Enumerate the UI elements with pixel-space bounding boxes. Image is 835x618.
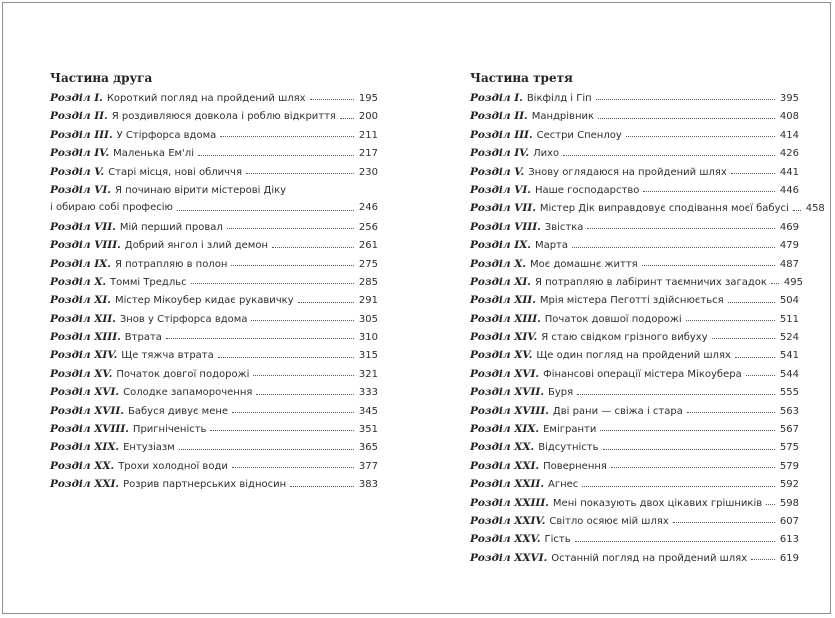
toc-entry — [470, 236, 799, 254]
chapter-label: Розділ IV. — [50, 147, 110, 160]
page-number: 200 — [358, 111, 378, 123]
toc-entry — [470, 181, 799, 199]
page-number: 487 — [779, 258, 799, 270]
toc-entry — [50, 310, 378, 328]
dot-leader — [575, 541, 775, 542]
chapter-title: Мій перший провал — [119, 221, 223, 233]
chapter-title: Я стаю свідком грізного вибуху — [541, 332, 708, 344]
dot-leader — [166, 338, 354, 339]
page-number: 458 — [805, 203, 825, 215]
page-number: 598 — [779, 497, 799, 509]
toc-entry — [470, 163, 799, 181]
chapter-title: Добрий янгол і злий демон — [124, 240, 269, 252]
chapter-label: Розділ I. — [470, 92, 523, 104]
dot-leader — [603, 449, 775, 450]
chapter-label: Розділ II. — [470, 110, 528, 123]
dot-leader — [220, 136, 354, 137]
dot-leader — [253, 375, 354, 376]
toc-entry — [50, 163, 378, 181]
page-number: 555 — [779, 387, 799, 399]
toc-entry — [50, 199, 378, 217]
chapter-title: Фінансові операції містера Мікоубера — [543, 368, 742, 380]
chapter-label: Розділ VIII. — [470, 220, 541, 233]
dot-leader — [771, 283, 779, 284]
chapter-label: Розділ VII. — [50, 220, 116, 233]
chapter-label: Розділ VIII. — [50, 239, 121, 252]
dot-leader — [712, 338, 775, 339]
toc-entry — [50, 383, 378, 401]
toc-entry — [50, 181, 378, 199]
chapter-title: Я роздивляюся довкола і роблю відкриття — [111, 111, 336, 123]
toc-entry — [470, 457, 799, 475]
toc-entry — [470, 273, 803, 291]
chapter-label: Розділ IV. — [470, 147, 530, 160]
chapter-title: Ще один погляд на пройдений шлях — [536, 350, 731, 362]
dot-leader — [272, 247, 354, 248]
toc-entry — [470, 420, 799, 438]
toc-entry — [50, 107, 378, 125]
page-number: 579 — [779, 460, 799, 472]
toc-entry — [50, 402, 378, 420]
toc-entry — [470, 328, 799, 346]
page-number: 211 — [358, 129, 378, 141]
chapter-label: Розділ XXIV. — [470, 514, 546, 527]
page-number: 567 — [779, 424, 799, 436]
toc-entry — [470, 255, 799, 273]
toc-entry — [470, 383, 799, 401]
chapter-label: Розділ VI. — [50, 183, 111, 196]
page-frame — [2, 2, 831, 614]
chapter-label: Розділ X. — [50, 275, 107, 288]
dot-leader — [611, 467, 775, 468]
dot-leader — [598, 118, 775, 119]
page-number: 195 — [358, 93, 378, 104]
chapter-title: і обираю собі професію — [50, 202, 173, 214]
chapter-label: Розділ XVII. — [50, 404, 125, 417]
page-number: 333 — [358, 387, 378, 399]
toc-entry — [470, 144, 799, 162]
part-three-title: Частина третя — [470, 71, 573, 85]
dot-leader — [735, 357, 775, 358]
chapter-label: Розділ XXVI. — [470, 551, 548, 564]
toc-entry — [50, 255, 378, 273]
toc-entry — [50, 144, 378, 162]
chapter-title: Маленька Ем'лі — [113, 148, 194, 160]
chapter-title: Втрата — [124, 332, 162, 344]
chapter-label: Розділ XVII. — [470, 386, 545, 399]
page-number: 479 — [779, 240, 799, 252]
page-number: 426 — [779, 148, 799, 160]
page-number: 275 — [358, 258, 378, 270]
page-number: 613 — [779, 534, 799, 546]
chapter-title: Мені показують двох цікавих грішників — [552, 497, 763, 509]
page-number: 446 — [779, 184, 799, 196]
page-number: 377 — [358, 460, 378, 472]
page-number: 315 — [358, 350, 378, 362]
chapter-label: Розділ XIII. — [50, 331, 121, 344]
chapter-label: Розділ XIX. — [470, 423, 540, 436]
chapter-label: Розділ XII. — [470, 294, 536, 307]
chapter-label: Розділ XXV. — [470, 533, 541, 546]
page-number: 365 — [358, 442, 378, 454]
chapter-label: Розділ XI. — [470, 275, 531, 288]
dot-leader — [596, 99, 775, 100]
chapter-title: Початок довшої подорожі — [544, 313, 682, 325]
page-number: 541 — [779, 350, 799, 362]
chapter-label: Розділ XVI. — [470, 367, 540, 380]
page-number: 504 — [779, 295, 799, 307]
chapter-title: Я потрапляю в лабіринт таємничих загадок — [534, 276, 767, 288]
chapter-title: Лихо — [533, 148, 560, 160]
toc-entry — [470, 89, 799, 107]
toc-entry — [470, 530, 799, 548]
dot-leader — [572, 247, 775, 248]
chapter-label: Розділ XXII. — [470, 478, 545, 491]
toc-entry — [470, 346, 799, 364]
dot-leader — [251, 320, 354, 321]
toc-entry — [470, 365, 799, 383]
chapter-title: Наше господарство — [534, 184, 640, 196]
dot-leader — [256, 394, 354, 395]
chapter-title: Сестри Спенлоу — [536, 129, 622, 141]
chapter-title: Пригніченість — [132, 424, 207, 436]
chapter-label: Розділ III. — [50, 128, 113, 141]
dot-leader — [626, 136, 775, 137]
chapter-label: Розділ XV. — [50, 367, 113, 380]
toc-entry — [50, 475, 378, 493]
dot-leader — [587, 228, 775, 229]
toc-entry — [470, 218, 799, 236]
chapter-title: Ще тяжча втрата — [121, 350, 214, 362]
page-number: 414 — [779, 129, 799, 141]
page-number: 291 — [358, 295, 378, 307]
chapter-label: Розділ IX. — [50, 257, 111, 270]
toc-entry — [470, 512, 799, 530]
toc-entry — [50, 273, 378, 291]
dot-leader — [563, 155, 775, 156]
dot-leader — [687, 412, 775, 413]
chapter-label: Розділ VI. — [470, 183, 531, 196]
page-number: 261 — [358, 240, 378, 252]
chapter-label: Розділ VII. — [470, 202, 536, 215]
dot-leader — [793, 210, 801, 211]
chapter-title: Ентузіазм — [123, 442, 175, 454]
chapter-title: Світло осяює мій шлях — [549, 515, 669, 527]
chapter-label: Розділ XVIII. — [470, 404, 549, 417]
chapter-title: Містер Мікоубер кидає рукавичку — [114, 295, 294, 307]
page-number: 469 — [779, 221, 799, 233]
chapter-title: Останній погляд на пройдений шлях — [551, 552, 748, 564]
page-number: 495 — [783, 276, 803, 288]
toc-column-part-three — [470, 70, 825, 567]
toc-column-part-two — [50, 70, 378, 494]
toc-entry — [50, 457, 378, 475]
page-number: 544 — [779, 368, 799, 380]
dot-leader — [746, 375, 775, 376]
page-number: 619 — [779, 552, 799, 564]
dot-leader — [577, 394, 775, 395]
chapter-title: Гість — [544, 534, 571, 546]
dot-leader — [232, 412, 354, 413]
chapter-title: У Стірфорса вдома — [116, 129, 217, 141]
toc-entry — [470, 549, 799, 567]
dot-leader — [340, 118, 354, 119]
page-number: 441 — [779, 166, 799, 178]
dot-leader — [600, 430, 775, 431]
page-number: 285 — [358, 276, 378, 288]
chapter-title: Розрив партнерських відносин — [123, 479, 287, 491]
chapter-title: Старі місця, нові обличчя — [108, 166, 242, 178]
page-number: 408 — [779, 111, 799, 123]
page-number: 305 — [358, 313, 378, 325]
page-number: 321 — [358, 368, 378, 380]
toc-entry — [50, 365, 378, 383]
toc-entry — [50, 438, 378, 456]
page-number: 383 — [358, 479, 378, 491]
chapter-label: Розділ II. — [50, 110, 108, 123]
toc-entry — [50, 126, 378, 144]
toc-entry — [470, 199, 825, 217]
toc-entry — [50, 89, 378, 107]
chapter-title: Дві рани — свіжа і стара — [552, 405, 683, 417]
page-number: 345 — [358, 405, 378, 417]
chapter-title: Мрія містера Пеготті здійснюється — [539, 295, 724, 307]
dot-leader — [751, 559, 775, 560]
dot-leader — [232, 467, 354, 468]
dot-leader — [582, 486, 775, 487]
dot-leader — [246, 173, 354, 174]
dot-leader — [290, 486, 354, 487]
dot-leader — [728, 302, 775, 303]
page-number: 511 — [779, 313, 799, 325]
chapter-label: Розділ XII. — [50, 312, 116, 325]
chapter-label: Розділ X. — [470, 257, 527, 270]
chapter-title: Вікфілд і Гіп — [526, 93, 592, 104]
page-number: 217 — [358, 148, 378, 160]
chapter-label: Розділ XIV. — [50, 349, 118, 362]
chapter-label: Розділ XVI. — [50, 386, 120, 399]
chapter-label: Розділ XIV. — [470, 331, 538, 344]
dot-leader — [191, 283, 354, 284]
chapter-label: Розділ XIX. — [50, 441, 120, 454]
page-number: 230 — [358, 166, 378, 178]
chapter-label: Розділ XXIII. — [470, 496, 549, 509]
toc-entry — [470, 126, 799, 144]
chapter-title: Повернення — [543, 460, 607, 472]
page-number: 246 — [358, 202, 378, 214]
chapter-title: Відсутність — [538, 442, 599, 454]
page-number: 524 — [779, 332, 799, 344]
toc-entry — [50, 218, 378, 236]
toc-entry — [470, 475, 799, 493]
part-two-title: Частина друга — [50, 71, 153, 85]
chapter-title: Містер Дік виправдовує сподівання моєї бабусі — [539, 203, 789, 215]
chapter-title: Початок довгої подорожі — [116, 368, 250, 380]
dot-leader — [231, 265, 354, 266]
chapter-title: Я починаю вірити містерові Діку — [114, 184, 287, 196]
dot-leader — [731, 173, 775, 174]
page-number: 256 — [358, 221, 378, 233]
dot-leader — [673, 522, 775, 523]
chapter-label: Розділ XX. — [470, 441, 535, 454]
chapter-title: Звістка — [544, 221, 584, 233]
toc-list-part-three — [470, 89, 825, 567]
page-number: 395 — [779, 93, 799, 104]
page-number: 563 — [779, 405, 799, 417]
chapter-title: Трохи холодної води — [118, 460, 228, 472]
dot-leader — [766, 504, 775, 505]
chapter-title: Знову оглядаюся на пройдений шлях — [528, 166, 727, 178]
chapter-title: Емігранти — [543, 424, 597, 436]
dot-leader — [218, 357, 354, 358]
dot-leader — [177, 210, 354, 211]
toc-entry — [470, 402, 799, 420]
chapter-title: Я потрапляю в полон — [114, 258, 228, 270]
dot-leader — [298, 302, 354, 303]
toc-entry — [50, 236, 378, 254]
chapter-label: Розділ IX. — [470, 239, 531, 252]
page-number: 607 — [779, 515, 799, 527]
dot-leader — [227, 228, 354, 229]
chapter-label: Розділ XX. — [50, 459, 115, 472]
chapter-label: Розділ XXI. — [50, 478, 120, 491]
page-number: 310 — [358, 332, 378, 344]
chapter-title: Марта — [534, 240, 569, 252]
dot-leader — [643, 191, 775, 192]
chapter-label: Розділ XI. — [50, 294, 111, 307]
chapter-title: Мандрівник — [531, 111, 595, 123]
chapter-label: Розділ XVIII. — [50, 423, 129, 436]
chapter-label: Розділ V. — [50, 165, 105, 178]
chapter-title: Томмі Тредльс — [110, 276, 187, 288]
toc-entry — [50, 328, 378, 346]
dot-leader — [179, 449, 354, 450]
chapter-title: Моє домашнє життя — [530, 258, 638, 270]
toc-entry — [50, 291, 378, 309]
chapter-label: Розділ XIII. — [470, 312, 541, 325]
dot-leader — [310, 99, 354, 100]
chapter-title: Агнес — [548, 479, 579, 491]
toc-entry — [470, 438, 799, 456]
toc-entry — [50, 420, 378, 438]
toc-list-part-two — [50, 89, 378, 494]
chapter-label: Розділ III. — [470, 128, 533, 141]
chapter-label: Розділ V. — [470, 165, 525, 178]
chapter-label: Розділ XXI. — [470, 459, 540, 472]
chapter-title: Короткий погляд на пройдений шлях — [106, 93, 306, 104]
toc-entry — [470, 107, 799, 125]
chapter-label: Розділ I. — [50, 92, 103, 104]
toc-entry — [470, 291, 799, 309]
dot-leader — [642, 265, 775, 266]
page-number: 575 — [779, 442, 799, 454]
chapter-label: Розділ XV. — [470, 349, 533, 362]
chapter-title: Знов у Стірфорса вдома — [119, 313, 248, 325]
toc-entry — [50, 346, 378, 364]
page-number: 592 — [779, 479, 799, 491]
chapter-title: Солодке запаморочення — [123, 387, 253, 399]
dot-leader — [210, 430, 354, 431]
dot-leader — [686, 320, 775, 321]
toc-entry — [470, 310, 799, 328]
chapter-title: Бабуся дивує мене — [128, 405, 229, 417]
page-number: 351 — [358, 424, 378, 436]
toc-entry — [470, 494, 799, 512]
dot-leader — [198, 155, 354, 156]
chapter-title: Буря — [548, 387, 574, 399]
